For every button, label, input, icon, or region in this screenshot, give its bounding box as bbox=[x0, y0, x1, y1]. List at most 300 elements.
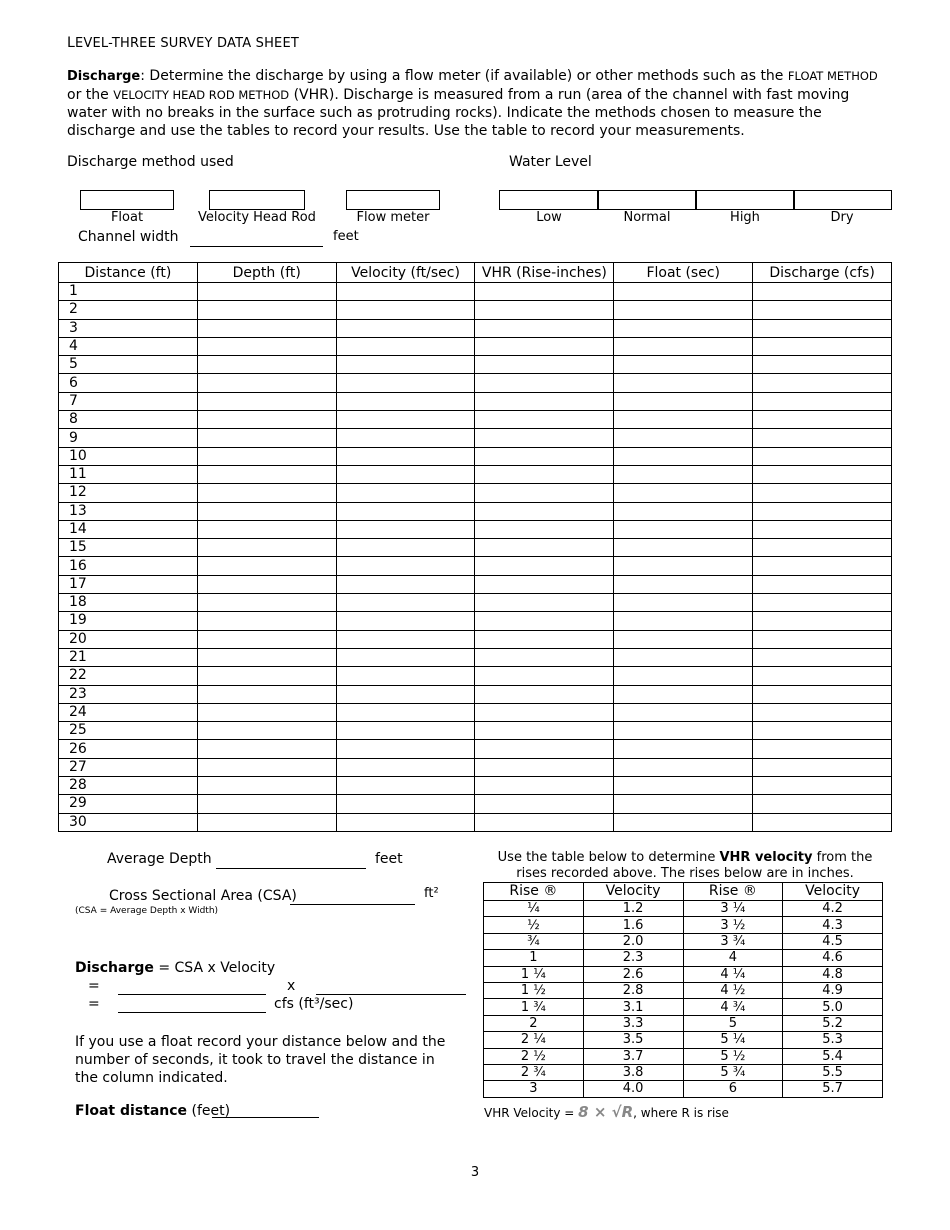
entry-cell[interactable] bbox=[614, 374, 753, 392]
table-row bbox=[59, 813, 892, 831]
entry-cell[interactable] bbox=[753, 392, 892, 410]
table-row bbox=[59, 301, 892, 319]
entry-cell[interactable] bbox=[753, 703, 892, 721]
row-number: 8 bbox=[59, 411, 198, 429]
table-row bbox=[59, 575, 892, 593]
vhr-cell: 2 ½ bbox=[484, 1048, 584, 1064]
vhr-cell: 4 ¾ bbox=[683, 999, 783, 1015]
row-number: 21 bbox=[59, 648, 198, 666]
entry-cell[interactable] bbox=[753, 813, 892, 831]
entry-cell[interactable] bbox=[753, 612, 892, 630]
row-number: 13 bbox=[59, 502, 198, 520]
vhr-cell: 1 ¾ bbox=[484, 999, 584, 1015]
entry-cell[interactable] bbox=[336, 301, 475, 319]
entry-cell[interactable] bbox=[197, 813, 336, 831]
float-checkbox[interactable] bbox=[80, 190, 174, 210]
vhr-cell: 5.7 bbox=[783, 1081, 883, 1097]
water-dry-caption: Dry bbox=[830, 210, 854, 225]
entry-cell[interactable] bbox=[614, 411, 753, 429]
entry-cell[interactable] bbox=[475, 777, 614, 795]
entry-cell[interactable] bbox=[614, 539, 753, 557]
table-row bbox=[59, 337, 892, 355]
entry-cell[interactable] bbox=[614, 648, 753, 666]
entry-cell[interactable] bbox=[336, 429, 475, 447]
water-high-box[interactable] bbox=[695, 190, 795, 210]
times-sign: x bbox=[287, 978, 296, 994]
row-number: 3 bbox=[59, 319, 198, 337]
discharge-unit: cfs (ft³/sec) bbox=[274, 996, 354, 1012]
entry-cell[interactable] bbox=[197, 685, 336, 703]
entry-cell[interactable] bbox=[614, 484, 753, 502]
entry-cell[interactable] bbox=[614, 777, 753, 795]
vhr-cell: 3 ½ bbox=[683, 917, 783, 933]
entry-cell[interactable] bbox=[614, 594, 753, 612]
vhr-cell: 1.6 bbox=[583, 917, 683, 933]
vhr-cell: 1 ¼ bbox=[484, 966, 584, 982]
water-low-caption: Low bbox=[536, 210, 562, 225]
entry-cell[interactable] bbox=[336, 703, 475, 721]
entry-cell[interactable] bbox=[197, 337, 336, 355]
entry-cell[interactable] bbox=[475, 301, 614, 319]
table-row bbox=[59, 447, 892, 465]
table-row bbox=[59, 374, 892, 392]
table-row bbox=[59, 758, 892, 776]
water-normal-box[interactable] bbox=[597, 190, 697, 210]
entry-cell[interactable] bbox=[197, 356, 336, 374]
vhr-row bbox=[484, 999, 883, 1015]
entry-cell[interactable] bbox=[753, 319, 892, 337]
entry-cell[interactable] bbox=[614, 319, 753, 337]
entry-cell[interactable] bbox=[753, 594, 892, 612]
entry-cell[interactable] bbox=[475, 337, 614, 355]
table-row bbox=[59, 319, 892, 337]
entry-cell[interactable] bbox=[197, 648, 336, 666]
column-header: Distance (ft) bbox=[59, 263, 198, 283]
entry-cell[interactable] bbox=[753, 465, 892, 483]
table-row bbox=[59, 795, 892, 813]
vhr-cell: 3 bbox=[484, 1081, 584, 1097]
entry-cell[interactable] bbox=[336, 502, 475, 520]
entry-cell[interactable] bbox=[197, 722, 336, 740]
vhr-cell: 4 bbox=[683, 950, 783, 966]
entry-cell[interactable] bbox=[753, 575, 892, 593]
entry-cell[interactable] bbox=[475, 813, 614, 831]
flow-meter-checkbox[interactable] bbox=[346, 190, 440, 210]
vhr-row bbox=[484, 1081, 883, 1097]
row-number: 4 bbox=[59, 337, 198, 355]
vhr-cell: 5.2 bbox=[783, 1015, 883, 1031]
row-number: 7 bbox=[59, 392, 198, 410]
water-level-label: Water Level bbox=[509, 154, 592, 170]
entry-cell[interactable] bbox=[197, 575, 336, 593]
entry-cell[interactable] bbox=[475, 447, 614, 465]
entry-cell[interactable] bbox=[753, 740, 892, 758]
discharge-formula: Discharge = CSA x Velocity bbox=[75, 960, 276, 976]
vhr-formula: VHR Velocity = 8 × √R, where R is rise bbox=[484, 1103, 729, 1121]
entry-cell[interactable] bbox=[336, 283, 475, 301]
vhr-cell: ¾ bbox=[484, 933, 584, 949]
vhr-cell: ½ bbox=[484, 917, 584, 933]
entry-cell[interactable] bbox=[475, 429, 614, 447]
vhr-cell: 4 ¼ bbox=[683, 966, 783, 982]
entry-cell[interactable] bbox=[197, 520, 336, 538]
entry-cell[interactable] bbox=[475, 648, 614, 666]
entry-cell[interactable] bbox=[197, 447, 336, 465]
entry-cell[interactable] bbox=[197, 502, 336, 520]
entry-cell[interactable] bbox=[753, 667, 892, 685]
row-number: 20 bbox=[59, 630, 198, 648]
entry-cell[interactable] bbox=[336, 447, 475, 465]
entry-cell[interactable] bbox=[475, 411, 614, 429]
vhr-cell: 3.8 bbox=[583, 1064, 683, 1080]
entry-cell[interactable] bbox=[197, 612, 336, 630]
entry-cell[interactable] bbox=[753, 557, 892, 575]
vhr-column-header: Velocity bbox=[783, 883, 883, 901]
row-number: 12 bbox=[59, 484, 198, 502]
entry-cell[interactable] bbox=[753, 539, 892, 557]
row-number: 27 bbox=[59, 758, 198, 776]
csa-field[interactable] bbox=[290, 904, 415, 905]
vhr-header-row bbox=[484, 883, 883, 901]
vhr-cell: 5 ¾ bbox=[683, 1064, 783, 1080]
water-low-box[interactable] bbox=[499, 190, 599, 210]
vhr-cell: 4.2 bbox=[783, 901, 883, 917]
discharge-value-field[interactable] bbox=[118, 1012, 266, 1013]
column-header: Depth (ft) bbox=[197, 263, 336, 283]
vhr-cell: 3 ¾ bbox=[683, 933, 783, 949]
vhr-cell: 4.0 bbox=[583, 1081, 683, 1097]
vhr-cell: 1.2 bbox=[583, 901, 683, 917]
row-number: 22 bbox=[59, 667, 198, 685]
entry-cell[interactable] bbox=[197, 539, 336, 557]
entry-cell[interactable] bbox=[197, 740, 336, 758]
entry-cell[interactable] bbox=[336, 740, 475, 758]
entry-cell[interactable] bbox=[475, 795, 614, 813]
row-number: 25 bbox=[59, 722, 198, 740]
entry-cell[interactable] bbox=[197, 319, 336, 337]
entry-cell[interactable] bbox=[614, 813, 753, 831]
entry-cell[interactable] bbox=[336, 594, 475, 612]
column-header: Velocity (ft/sec) bbox=[336, 263, 475, 283]
entry-cell[interactable] bbox=[475, 612, 614, 630]
table-row bbox=[59, 740, 892, 758]
water-normal-caption: Normal bbox=[623, 210, 671, 225]
water-dry-box[interactable] bbox=[793, 190, 892, 210]
entry-cell[interactable] bbox=[197, 795, 336, 813]
entry-cell[interactable] bbox=[197, 484, 336, 502]
vhr-cell: 3.1 bbox=[583, 999, 683, 1015]
entry-cell[interactable] bbox=[475, 667, 614, 685]
entry-cell[interactable] bbox=[753, 648, 892, 666]
entry-cell[interactable] bbox=[336, 612, 475, 630]
row-number: 10 bbox=[59, 447, 198, 465]
table-row bbox=[59, 283, 892, 301]
channel-width-field[interactable] bbox=[190, 246, 323, 247]
table-header-row bbox=[59, 263, 892, 283]
row-number: 9 bbox=[59, 429, 198, 447]
entry-cell[interactable] bbox=[336, 392, 475, 410]
vhr-cell: 2 ¼ bbox=[484, 1032, 584, 1048]
vhr-row bbox=[484, 917, 883, 933]
entry-cell[interactable] bbox=[475, 630, 614, 648]
row-number: 18 bbox=[59, 594, 198, 612]
vhr-formula-expression: 8 × √R bbox=[578, 1103, 634, 1121]
vhr-instructions: Use the table below to determine VHR velocity from the rises recorded above. The rises below are in inches. bbox=[497, 850, 873, 881]
vhr-cell: 5 ½ bbox=[683, 1048, 783, 1064]
entry-cell[interactable] bbox=[753, 337, 892, 355]
table-row bbox=[59, 594, 892, 612]
vhr-cell: 5.0 bbox=[783, 999, 883, 1015]
entry-cell[interactable] bbox=[614, 520, 753, 538]
entry-cell[interactable] bbox=[475, 575, 614, 593]
vhr-cell: 2 bbox=[484, 1015, 584, 1031]
average-depth-label: Average Depth bbox=[107, 851, 212, 867]
entry-cell[interactable] bbox=[475, 392, 614, 410]
table-row bbox=[59, 411, 892, 429]
entry-cell[interactable] bbox=[614, 356, 753, 374]
method-label: Discharge method used bbox=[67, 154, 234, 170]
entry-cell[interactable] bbox=[614, 795, 753, 813]
row-number: 11 bbox=[59, 465, 198, 483]
water-high-caption: High bbox=[730, 210, 760, 225]
row-number: 24 bbox=[59, 703, 198, 721]
vhr-row bbox=[484, 933, 883, 949]
entry-cell[interactable] bbox=[475, 740, 614, 758]
vhr-cell: 5.4 bbox=[783, 1048, 883, 1064]
entry-cell[interactable] bbox=[753, 374, 892, 392]
entry-cell[interactable] bbox=[197, 374, 336, 392]
entry-cell[interactable] bbox=[197, 667, 336, 685]
entry-cell[interactable] bbox=[197, 465, 336, 483]
column-header: Float (sec) bbox=[614, 263, 753, 283]
channel-width-label: Channel width bbox=[78, 229, 179, 245]
entry-cell[interactable] bbox=[614, 337, 753, 355]
average-depth-unit: feet bbox=[375, 851, 403, 867]
vhr-checkbox[interactable] bbox=[209, 190, 305, 210]
vhr-cell: 3 ¼ bbox=[683, 901, 783, 917]
entry-cell[interactable] bbox=[336, 795, 475, 813]
page-number: 3 bbox=[470, 1165, 480, 1180]
vhr-cell: 2.3 bbox=[583, 950, 683, 966]
entry-cell[interactable] bbox=[614, 722, 753, 740]
entry-cell[interactable] bbox=[336, 319, 475, 337]
entry-cell[interactable] bbox=[614, 502, 753, 520]
entry-cell[interactable] bbox=[614, 740, 753, 758]
row-number: 30 bbox=[59, 813, 198, 831]
table-row bbox=[59, 648, 892, 666]
entry-cell[interactable] bbox=[475, 594, 614, 612]
row-number: 17 bbox=[59, 575, 198, 593]
vhr-row bbox=[484, 1064, 883, 1080]
sheet-title: LEVEL-THREE SURVEY DATA SHEET bbox=[67, 35, 300, 51]
table-row bbox=[59, 465, 892, 483]
row-number: 5 bbox=[59, 356, 198, 374]
entry-cell[interactable] bbox=[475, 283, 614, 301]
vhr-cell: 5.3 bbox=[783, 1032, 883, 1048]
entry-cell[interactable] bbox=[475, 685, 614, 703]
vhr-row bbox=[484, 982, 883, 998]
entry-cell[interactable] bbox=[753, 520, 892, 538]
entry-cell[interactable] bbox=[475, 374, 614, 392]
entry-cell[interactable] bbox=[475, 539, 614, 557]
table-row bbox=[59, 667, 892, 685]
table-row bbox=[59, 392, 892, 410]
entry-cell[interactable] bbox=[197, 557, 336, 575]
entry-cell[interactable] bbox=[336, 777, 475, 795]
entry-cell[interactable] bbox=[614, 703, 753, 721]
vhr-cell: 4.3 bbox=[783, 917, 883, 933]
entry-cell[interactable] bbox=[753, 447, 892, 465]
entry-cell[interactable] bbox=[197, 411, 336, 429]
velocity-value-field[interactable] bbox=[316, 994, 466, 995]
eq-sign-1: = bbox=[88, 978, 100, 994]
entry-cell[interactable] bbox=[753, 685, 892, 703]
entry-cell[interactable] bbox=[614, 667, 753, 685]
entry-cell[interactable] bbox=[336, 557, 475, 575]
entry-cell[interactable] bbox=[475, 758, 614, 776]
entry-cell[interactable] bbox=[197, 283, 336, 301]
entry-cell[interactable] bbox=[475, 722, 614, 740]
vhr-caption: Velocity Head Rod bbox=[198, 210, 316, 225]
vhr-column-header: Rise ® bbox=[484, 883, 584, 901]
entry-cell[interactable] bbox=[197, 594, 336, 612]
entry-cell[interactable] bbox=[197, 392, 336, 410]
entry-cell[interactable] bbox=[614, 465, 753, 483]
vhr-column-header: Rise ® bbox=[683, 883, 783, 901]
float-distance-label: Float distance (feet) bbox=[75, 1103, 231, 1119]
vhr-table bbox=[483, 882, 883, 1098]
entry-cell[interactable] bbox=[336, 575, 475, 593]
entry-cell[interactable] bbox=[614, 630, 753, 648]
table-row bbox=[59, 722, 892, 740]
row-number: 26 bbox=[59, 740, 198, 758]
entry-cell[interactable] bbox=[614, 283, 753, 301]
vhr-cell: 6 bbox=[683, 1081, 783, 1097]
entry-cell[interactable] bbox=[197, 301, 336, 319]
vhr-row bbox=[484, 950, 883, 966]
column-header: Discharge (cfs) bbox=[753, 263, 892, 283]
entry-cell[interactable] bbox=[475, 520, 614, 538]
entry-cell[interactable] bbox=[614, 429, 753, 447]
entry-cell[interactable] bbox=[197, 630, 336, 648]
vhr-cell: ¼ bbox=[484, 901, 584, 917]
entry-cell[interactable] bbox=[475, 703, 614, 721]
row-number: 28 bbox=[59, 777, 198, 795]
entry-cell[interactable] bbox=[753, 356, 892, 374]
float-caption: Float bbox=[110, 210, 144, 225]
entry-cell[interactable] bbox=[336, 374, 475, 392]
table-row bbox=[59, 685, 892, 703]
entry-cell[interactable] bbox=[753, 758, 892, 776]
table-row bbox=[59, 356, 892, 374]
entry-cell[interactable] bbox=[336, 484, 475, 502]
entry-cell[interactable] bbox=[753, 630, 892, 648]
vhr-cell: 4.9 bbox=[783, 982, 883, 998]
vhr-cell: 2.6 bbox=[583, 966, 683, 982]
vhr-row bbox=[484, 1032, 883, 1048]
column-header: VHR (Rise-inches) bbox=[475, 263, 614, 283]
table-row bbox=[59, 612, 892, 630]
vhr-cell: 4.8 bbox=[783, 966, 883, 982]
entry-cell[interactable] bbox=[475, 319, 614, 337]
discharge-term: Discharge bbox=[67, 69, 141, 84]
vhr-cell: 3.3 bbox=[583, 1015, 683, 1031]
entry-cell[interactable] bbox=[753, 283, 892, 301]
entry-cell[interactable] bbox=[336, 465, 475, 483]
entry-cell[interactable] bbox=[336, 411, 475, 429]
table-row bbox=[59, 484, 892, 502]
table-row bbox=[59, 502, 892, 520]
entry-cell[interactable] bbox=[614, 301, 753, 319]
vhr-row bbox=[484, 966, 883, 982]
entry-cell[interactable] bbox=[475, 484, 614, 502]
entry-cell[interactable] bbox=[336, 758, 475, 776]
entry-cell[interactable] bbox=[753, 502, 892, 520]
csa-unit: ft² bbox=[424, 886, 439, 901]
entry-cell[interactable] bbox=[197, 758, 336, 776]
csa-value-field[interactable] bbox=[118, 994, 266, 995]
entry-cell[interactable] bbox=[197, 703, 336, 721]
entry-cell[interactable] bbox=[753, 795, 892, 813]
vhr-cell: 2.0 bbox=[583, 933, 683, 949]
entry-cell[interactable] bbox=[753, 777, 892, 795]
entry-cell[interactable] bbox=[336, 648, 475, 666]
entry-cell[interactable] bbox=[336, 630, 475, 648]
entry-cell[interactable] bbox=[753, 301, 892, 319]
entry-cell[interactable] bbox=[753, 484, 892, 502]
entry-cell[interactable] bbox=[336, 356, 475, 374]
entry-cell[interactable] bbox=[197, 429, 336, 447]
vhr-cell: 4.6 bbox=[783, 950, 883, 966]
entry-cell[interactable] bbox=[336, 337, 475, 355]
entry-cell[interactable] bbox=[614, 685, 753, 703]
row-number: 16 bbox=[59, 557, 198, 575]
entry-cell[interactable] bbox=[614, 612, 753, 630]
average-depth-field[interactable] bbox=[216, 868, 366, 869]
row-number: 14 bbox=[59, 520, 198, 538]
eq-sign-2: = bbox=[88, 996, 100, 1012]
entry-cell[interactable] bbox=[336, 520, 475, 538]
channel-width-unit: feet bbox=[333, 229, 359, 244]
entry-cell[interactable] bbox=[753, 722, 892, 740]
entry-cell[interactable] bbox=[475, 502, 614, 520]
float-note: If you use a float record your distance below and the number of seconds, it took to travel the distance in the column indicated. bbox=[75, 1034, 446, 1086]
table-row bbox=[59, 539, 892, 557]
entry-cell[interactable] bbox=[614, 392, 753, 410]
entry-cell[interactable] bbox=[197, 777, 336, 795]
entry-cell[interactable] bbox=[475, 356, 614, 374]
entry-cell[interactable] bbox=[614, 575, 753, 593]
entry-cell[interactable] bbox=[336, 667, 475, 685]
vhr-cell: 2.8 bbox=[583, 982, 683, 998]
float-distance-field[interactable] bbox=[212, 1117, 319, 1118]
entry-cell[interactable] bbox=[614, 557, 753, 575]
vhr-column-header: Velocity bbox=[583, 883, 683, 901]
row-number: 15 bbox=[59, 539, 198, 557]
measurement-table bbox=[58, 262, 892, 832]
entry-cell[interactable] bbox=[614, 758, 753, 776]
entry-cell[interactable] bbox=[753, 429, 892, 447]
entry-cell[interactable] bbox=[753, 411, 892, 429]
entry-cell[interactable] bbox=[475, 557, 614, 575]
entry-cell[interactable] bbox=[336, 813, 475, 831]
table-row bbox=[59, 429, 892, 447]
entry-cell[interactable] bbox=[614, 447, 753, 465]
entry-cell[interactable] bbox=[336, 685, 475, 703]
entry-cell[interactable] bbox=[336, 539, 475, 557]
entry-cell[interactable] bbox=[475, 465, 614, 483]
entry-cell[interactable] bbox=[336, 722, 475, 740]
